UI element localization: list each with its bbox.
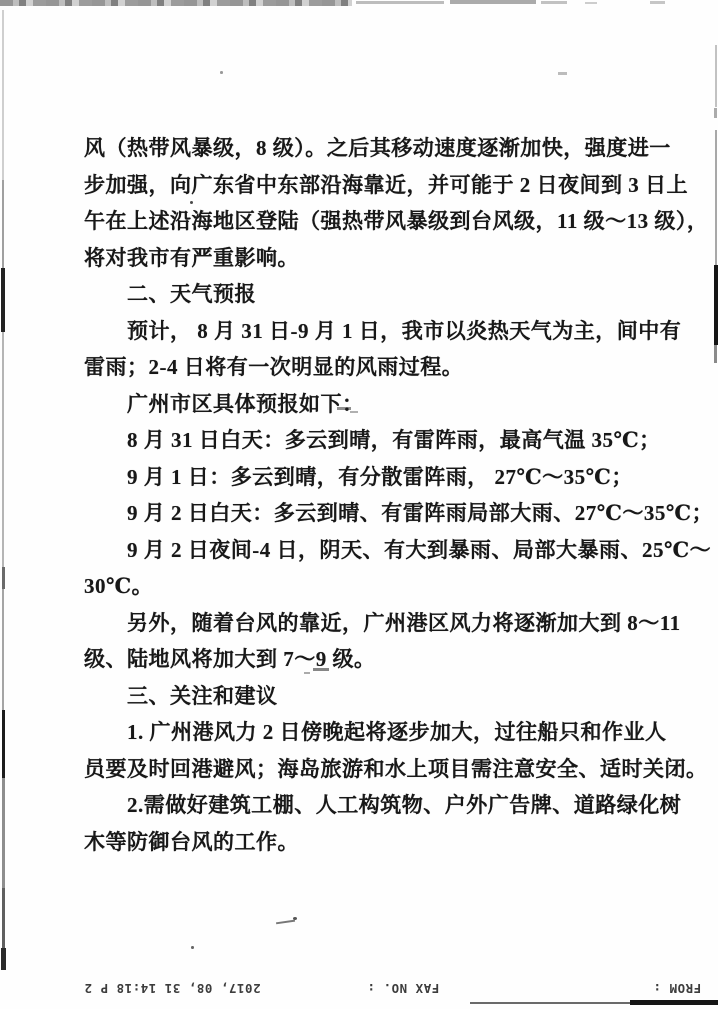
scan-edge-artifact-left bbox=[1, 948, 6, 970]
document-line: 将对我市有严重影响。 bbox=[84, 245, 299, 270]
document-line: 8 月 31 日白天：多云到晴，有雷阵雨，最高气温 35℃； bbox=[127, 428, 661, 452]
scan-edge-artifact bbox=[450, 0, 536, 4]
fax-header-line bbox=[470, 1002, 632, 1004]
document-line: 2.需做好建筑工棚、人工构筑物、户外广告牌、道路绿化树 bbox=[127, 793, 682, 817]
scan-edge-artifact-left bbox=[1, 268, 5, 332]
fax-header-line bbox=[630, 1000, 718, 1005]
document-body bbox=[84, 130, 714, 860]
document-line: 木等防御台风的工作。 bbox=[84, 829, 299, 854]
document-line: 30℃。 bbox=[84, 574, 154, 598]
scan-speck bbox=[276, 920, 295, 924]
document-line: 9 月 1 日：多云到晴，有分散雷阵雨， 27℃～35℃； bbox=[127, 464, 633, 489]
scan-edge-artifact bbox=[541, 1, 567, 4]
scan-edge-artifact-left bbox=[2, 710, 6, 778]
document-line: 9 月 2 日白天：多云到晴、有雷阵雨局部大雨、27℃～35℃； bbox=[127, 501, 714, 525]
document-line: 预计， 8 月 31 日-9 月 1 日，我市以炎热天气为主，间中有 bbox=[127, 318, 682, 343]
scan-edge-artifact bbox=[356, 1, 444, 4]
fax-number-label: FAX NO. : bbox=[367, 981, 440, 996]
document-line: 员要及时回港避风；海岛旅游和水上项目需注意安全、适时关闭。 bbox=[84, 756, 708, 781]
document-line: 1. 广州港风力 2 日傍晚起将逐步加大，过往船只和作业人 bbox=[127, 720, 667, 744]
scan-edge-artifact-left bbox=[2, 778, 5, 888]
document-line: 午在上述沿海地区登陆（强热带风暴级到台风级，11 级～13 级）， bbox=[84, 209, 709, 233]
scan-edge-artifact-right bbox=[714, 265, 718, 345]
scan-edge-artifact-left bbox=[2, 567, 5, 589]
scan-speck bbox=[558, 72, 567, 75]
scan-edge-artifact-left bbox=[2, 888, 5, 948]
document-line: 级、陆地风将加大到 7～9 级。 bbox=[84, 647, 376, 671]
scan-edge-artifact-right bbox=[715, 45, 717, 107]
scan-edge-artifact-left bbox=[2, 10, 4, 180]
scan-edge-artifact-left bbox=[2, 180, 4, 268]
scan-edge-artifact-right bbox=[715, 130, 717, 265]
document-line: 9 月 2 日夜间-4 日，阴天、有大到暴雨、局部大暴雨、25℃～ bbox=[127, 537, 712, 562]
document-line: 广州市区具体预报如下： bbox=[127, 391, 364, 416]
scan-speck bbox=[293, 917, 297, 920]
document-line: 步加强，向广东省中东部沿海靠近，并可能于 2 日夜间到 3 日上 bbox=[84, 172, 688, 197]
scan-edge-artifact-top bbox=[0, 0, 352, 6]
document-line: 雷雨；2-4 日将有一次明显的风雨过程。 bbox=[84, 355, 464, 379]
scan-edge-artifact bbox=[650, 1, 665, 4]
document-heading-suggestions: 三、关注和建议 bbox=[127, 683, 278, 708]
scan-speck bbox=[191, 946, 194, 949]
scan-edge-artifact bbox=[585, 2, 597, 4]
fax-from-label: FROM : bbox=[653, 981, 702, 996]
fax-timestamp: 2017, 08, 31 14:18 P 2 bbox=[84, 981, 261, 996]
scan-speck bbox=[220, 71, 223, 74]
document-line: 风（热带风暴级，8 级）。之后其移动速度逐渐加快，强度进一 bbox=[84, 136, 671, 160]
document-line: 另外，随着台风的靠近，广州港区风力将逐渐加大到 8～11 bbox=[127, 610, 681, 635]
document-heading-weather-forecast: 二、天气预报 bbox=[127, 282, 256, 306]
scan-edge-artifact-left bbox=[2, 332, 4, 567]
scan-edge-artifact-right bbox=[714, 108, 717, 118]
scan-edge-artifact-left bbox=[2, 589, 4, 710]
scan-edge-artifact-right bbox=[714, 345, 717, 363]
